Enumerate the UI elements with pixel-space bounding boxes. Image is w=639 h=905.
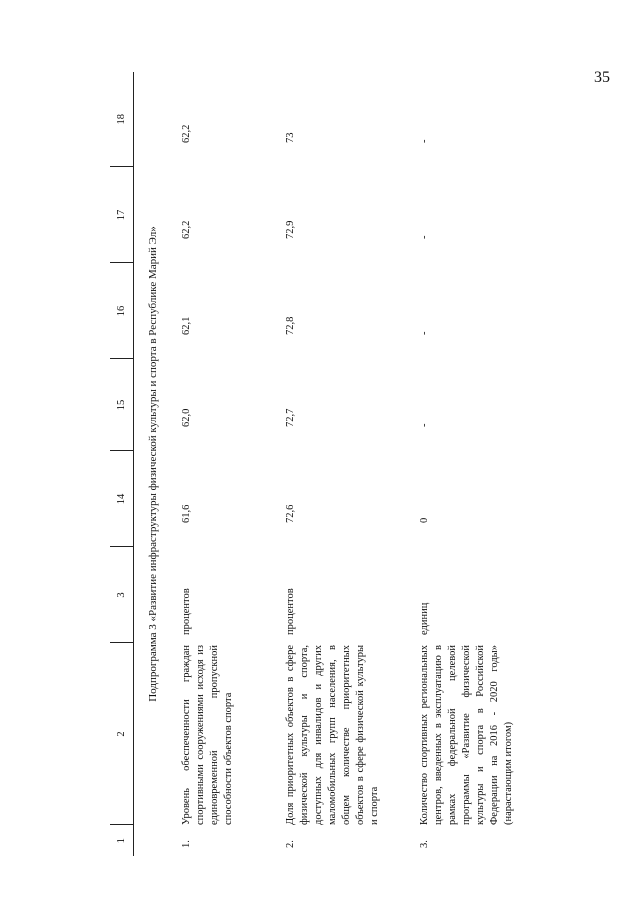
column-header: 18 [110,72,134,167]
value-cell: 61,6 [181,504,192,523]
column-header: 14 [110,451,134,547]
subprogram-title: Подпрограмма 3 «Развитие инфраструктуры физической культуры и спорта в Республике Марий Эл» [147,226,159,702]
column-header: 1 [110,825,134,856]
value-cell: 62,2 [181,124,192,143]
unit-cell: процентов [181,588,192,635]
header-row [110,72,134,856]
value-cell: 0 [419,517,430,523]
table-body [134,72,597,856]
row-number: 1. [181,840,192,848]
table-row [410,72,596,856]
value-cell: 62,2 [181,220,192,239]
table-header [110,72,134,856]
row-number: 2. [285,840,296,848]
page-number: 35 [594,69,610,86]
unit-cell: процентов [285,588,296,635]
indicator-name: Уровень обеспеченности граждан спортивными сооружениями исходя из единовременной пропускной способности объектов спорта [181,645,234,825]
value-cell: - [419,235,430,239]
rotated-table-container [110,72,582,856]
indicators-table [110,72,596,856]
column-header: 17 [110,167,134,263]
value-cell: 72,7 [285,408,296,427]
table-row [172,72,276,856]
column-header: 3 [110,547,134,643]
value-cell: - [419,139,430,143]
column-header: 2 [110,643,134,825]
indicator-name: Количество спортивных региональных центров, введенных в эксплуатацию в рамках федеральной целевой программы «Развитие физической культуры и спорта в Российской Федерации на 2016 - 2020 годы» (нарастающим итогом) [419,645,514,825]
value-cell: - [419,331,430,335]
column-header: 15 [110,359,134,451]
row-number: 3. [419,840,430,848]
subprogram-row [134,72,173,856]
table-row [276,72,410,856]
column-header: 16 [110,263,134,359]
value-cell: - [419,423,430,427]
value-cell: 62,1 [181,316,192,335]
indicator-name: Доля приоритетных объектов в сфере физической культуры и спорта, доступных для инвалидов и других маломобильных групп населения, в общем количестве приоритетных объектов в сфере физической культуры и спорта [285,645,380,825]
value-cell: 72,8 [285,316,296,335]
unit-cell: единиц [419,602,430,635]
value-cell: 72,9 [285,220,296,239]
value-cell: 73 [285,132,296,143]
value-cell: 62,0 [181,408,192,427]
value-cell: 72,6 [285,504,296,523]
